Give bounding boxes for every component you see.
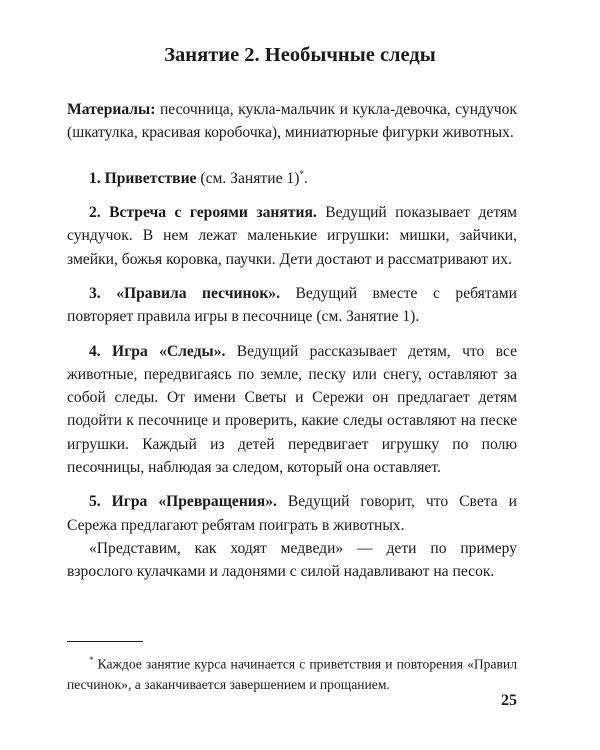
section-3: [67, 282, 517, 329]
section-2: [67, 201, 517, 271]
footnote-reference: *: [299, 168, 304, 179]
section-5-heading: 5. Игра «Превращения».: [89, 493, 277, 511]
section-5-text: Ведущий говорит, что Света и Сережа предлагают ребятам поиграть в животных.: [67, 493, 517, 534]
footnote-paragraph: [67, 650, 517, 695]
section-3-text: Ведущий вместе с ребятами повторяет правила игры в песочнице (см. Занятие 1).: [67, 284, 517, 326]
section-2-heading: 2. Встреча с героями занятия.: [89, 204, 317, 222]
footnote: [67, 650, 517, 695]
footnote-divider: [67, 641, 143, 642]
materials-paragraph: [67, 98, 517, 145]
lesson-body: [67, 98, 517, 584]
section-1: [67, 163, 517, 190]
materials-label: Материалы:: [67, 101, 156, 118]
section-1-heading: 1. Приветствие: [89, 169, 197, 187]
section-4-heading: 4. Игра «Следы».: [89, 342, 226, 360]
section-4: [67, 340, 517, 480]
materials-text: песочница, кукла-мальчик и кукла-девочка, сундучок (шкатулка, красивая коробочка), миниатюрные фигурки животных.: [67, 101, 517, 142]
section-5: [67, 490, 517, 537]
page-number: 25: [501, 692, 517, 709]
section-1-tail: .: [303, 169, 308, 187]
section-3-heading: 3. «Правила песчинок».: [89, 284, 280, 302]
quote-paragraph: «Представим, как ходят медведи» — дети по примеру взрослого кулачками и ладонями с силой надавливают на песок.: [67, 539, 517, 581]
footnote-mark: *: [89, 655, 94, 665]
page-title: Занятие 2. Необычные следы: [164, 44, 436, 66]
section-2-text: Ведущий показывает детям сундучок. В нем лежат маленькие игрушки: мишки, зайчики, змейки, божья коровка, паучки. Дети достают и рассматривают их.: [67, 204, 517, 268]
footnote-text: Каждое занятие курса начинается с приветствия и повторения «Правил песчинок», а заканчивается завершением и прощанием.: [67, 656, 517, 692]
section-1-text: (см. Занятие 1): [196, 169, 300, 187]
section-4-text: Ведущий рассказывает детям, что все животные, передвигаясь по земле, песку или снегу, оставляют за собой следы. От имени Светы и Сережи он предлагает детям подойти к песочнице и проверить, какие следы оставляют на песке игрушки. Каждый из детей передвигает игрушку по полю песочницы, наблюдая за следом, который она оставляет.: [67, 342, 517, 477]
